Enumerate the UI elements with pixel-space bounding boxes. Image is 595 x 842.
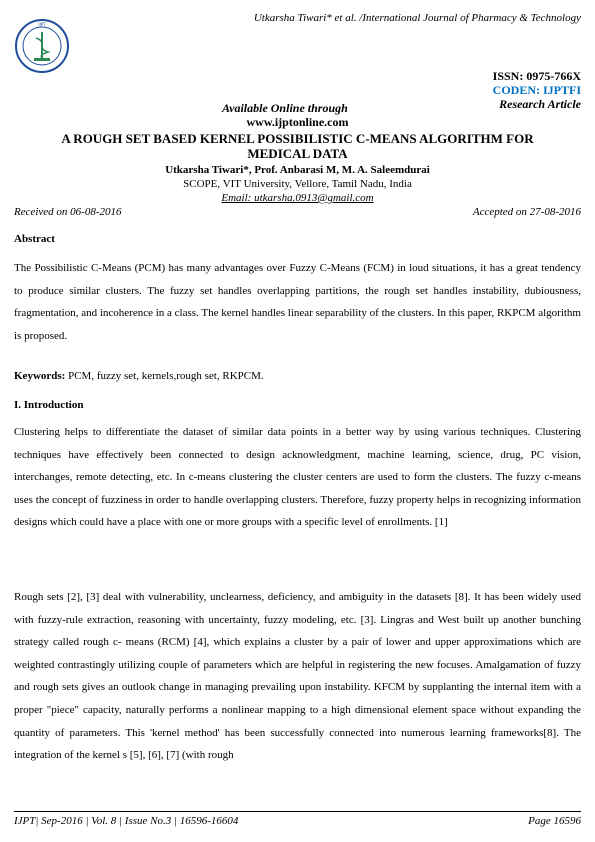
abstract-heading: Abstract [14,233,55,245]
article-type: Research Article [499,97,581,111]
issn-number: ISSN: 0975-766X [492,69,581,83]
introduction-paragraph-2: Rough sets [2], [3] deal with vulnerability, unclearness, deficiency, and ambiguity in the datasets [8]. It has been widely used with fuzzy-rule extraction, reasoning with uncertainty, fuzzy modeling, etc. [3]. Lingras and West built up another bunching strategy called rough c- means (RCM) [4], which explains a cluster by a pair of lower and upper approximations which are weighted contrastingly utilizing couple of parameters which are helpful in registering the new focuses. Amalgamation of fuzzy and rough sets gives an outlook change in managing prevailing upon instability. KFCM by supplanting the internal item with a proper "piece" capacity, naturally performs a nonlinear mapping to a high dimensional element space without expanding the quantity of parameters. This 'kernel method' has been successfully connected into numerous learning frameworks[8]. The integration of the kernel s [5], [6], [7] (with rough [14,591,581,762]
page-number: Page 16596 [528,815,581,827]
affiliation: SCOPE, VIT University, Vellore, Tamil Nadu, India [183,178,412,190]
journal-website: www.ijptonline.com [246,115,349,129]
footer-divider [14,811,581,812]
abstract-text: The Possibilistic C-Means (PCM) has many advantages over Fuzzy C-Means (FCM) in loud situations, it has a great tendency to produce similar clusters. The fuzzy set handles overlapping partitions, the rough set handles instability, dubiousness, fragmentation, and incoherence in a class. The kernel handles linear separability of the clusters. In this paper, RKPCM algorithm is proposed. [14,262,581,342]
author-email: Email: utkarsha.0913@gmail.com [221,192,374,204]
introduction-paragraph-1: Clustering helps to differentiate the dataset of similar data points in a better way by using various techniques. Clustering techniques have effectively been connected to design acknowledgment, machine learning, science, drug, PC vision, interchanges, remote detecting, etc. In c-means clustering the cluster centers are used to form the clusters. The fuzzy c-means uses the concept of fuzziness in order to handle overlapping clusters. Therefore, fuzzy property helps in recognizing information designs which could have a place with one or more groups with a specific level of enrollments. [1] [14,426,581,529]
available-online: Available Online through [222,101,348,115]
footer-citation: IJPT| Sep-2016 | Vol. 8 | Issue No.3 | 16596-16604 [14,815,239,827]
keywords-label: Keywords: [14,370,66,382]
journal-identifiers [493,69,581,111]
keywords [14,365,581,388]
paper-title: A ROUGH SET BASED KERNEL POSSIBILISTIC C-MEANS ALGORITHM FOR MEDICAL DATA [61,131,534,161]
received-date: Received on 06-08-2016 [14,206,122,218]
journal-logo [14,18,70,74]
keywords-text: PCM, fuzzy set, kernels,rough set, RKPCM. [68,370,264,382]
accepted-date: Accepted on 27-08-2016 [472,206,581,218]
authors: Utkarsha Tiwari*, Prof. Anbarasi M, M. A. Saleemdurai [165,164,430,176]
svg-text:IJPT: IJPT [38,22,46,27]
introduction-heading: I. Introduction [14,399,84,411]
running-header: Utkarsha Tiwari* et al. /International Journal of Pharmacy & Technology [253,12,581,24]
coden: CODEN: IJPTFI [492,83,581,97]
